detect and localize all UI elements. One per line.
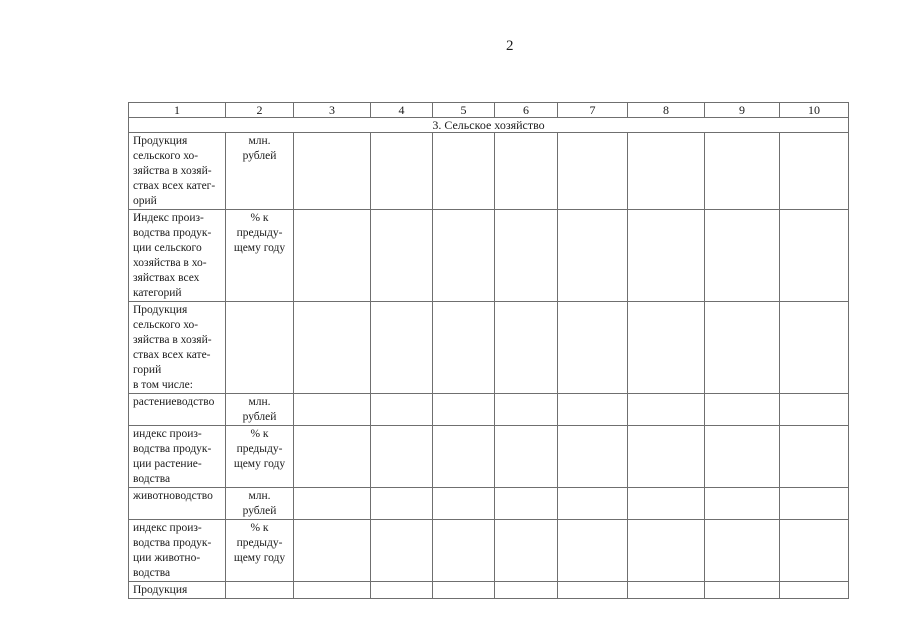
table-row xyxy=(129,133,849,210)
data-cell xyxy=(495,394,558,426)
section-title: 3. Сельское хозяйство xyxy=(129,118,849,133)
data-cell xyxy=(371,426,433,488)
data-cell xyxy=(558,426,628,488)
data-cell xyxy=(558,394,628,426)
data-cell xyxy=(371,582,433,599)
column-header: 2 xyxy=(226,103,294,118)
data-cell xyxy=(294,520,371,582)
row-unit: % к предыду- щему году xyxy=(226,520,294,582)
table-row xyxy=(129,426,849,488)
data-cell xyxy=(628,302,705,394)
data-cell xyxy=(780,520,849,582)
data-cell xyxy=(371,210,433,302)
data-cell xyxy=(371,520,433,582)
data-cell xyxy=(705,302,780,394)
table-row xyxy=(129,394,849,426)
data-cell xyxy=(558,133,628,210)
data-cell xyxy=(780,133,849,210)
table-row xyxy=(129,582,849,599)
row-unit: млн. рублей xyxy=(226,488,294,520)
table-row xyxy=(129,302,849,394)
data-cell xyxy=(628,210,705,302)
data-cell xyxy=(558,302,628,394)
row-unit: % к предыду- щему году xyxy=(226,210,294,302)
column-header: 9 xyxy=(705,103,780,118)
data-cell xyxy=(628,488,705,520)
table-row xyxy=(129,210,849,302)
column-number-row xyxy=(129,103,849,118)
row-name: животноводство xyxy=(129,488,226,520)
data-cell xyxy=(495,426,558,488)
row-name: Продукция xyxy=(129,582,226,599)
data-cell xyxy=(780,302,849,394)
column-header: 1 xyxy=(129,103,226,118)
data-table xyxy=(128,102,849,599)
data-cell xyxy=(705,488,780,520)
data-cell xyxy=(628,426,705,488)
row-name: растениеводство xyxy=(129,394,226,426)
data-cell xyxy=(628,133,705,210)
data-cell xyxy=(558,488,628,520)
column-header: 3 xyxy=(294,103,371,118)
column-header: 7 xyxy=(558,103,628,118)
data-cell xyxy=(433,426,495,488)
data-cell xyxy=(705,133,780,210)
data-cell xyxy=(433,210,495,302)
data-cell xyxy=(433,488,495,520)
row-unit: млн. рублей xyxy=(226,394,294,426)
row-name: Продукция сельского хо- зяйства в хозяй- ствах всех кате- горий в том числе: xyxy=(129,302,226,394)
column-header: 6 xyxy=(495,103,558,118)
data-cell xyxy=(780,394,849,426)
data-cell xyxy=(371,302,433,394)
row-name: индекс произ- водства продук- ции животно- водства xyxy=(129,520,226,582)
column-header: 5 xyxy=(433,103,495,118)
data-cell xyxy=(495,210,558,302)
row-unit xyxy=(226,582,294,599)
data-cell xyxy=(705,394,780,426)
data-cell xyxy=(495,582,558,599)
data-cell xyxy=(705,582,780,599)
data-cell xyxy=(705,426,780,488)
data-cell xyxy=(294,426,371,488)
row-unit: % к предыду- щему году xyxy=(226,426,294,488)
data-cell xyxy=(433,520,495,582)
data-cell xyxy=(628,520,705,582)
column-header: 4 xyxy=(371,103,433,118)
data-cell xyxy=(371,394,433,426)
data-cell xyxy=(495,133,558,210)
data-cell xyxy=(495,302,558,394)
column-header: 10 xyxy=(780,103,849,118)
data-cell xyxy=(705,520,780,582)
column-header: 8 xyxy=(628,103,705,118)
row-name: Индекс произ- водства продук- ции сельского хозяйства в хо- зяйствах всех категорий xyxy=(129,210,226,302)
data-cell xyxy=(558,210,628,302)
data-cell xyxy=(705,210,780,302)
data-cell xyxy=(780,582,849,599)
data-cell xyxy=(558,520,628,582)
data-cell xyxy=(294,582,371,599)
row-name: Продукция сельского хо- зяйства в хозяй- ствах всех катег- орий xyxy=(129,133,226,210)
data-cell xyxy=(780,210,849,302)
data-cell xyxy=(294,133,371,210)
data-cell xyxy=(495,520,558,582)
row-unit: млн. рублей xyxy=(226,133,294,210)
data-cell xyxy=(495,488,558,520)
row-unit xyxy=(226,302,294,394)
data-cell xyxy=(433,133,495,210)
data-cell xyxy=(628,582,705,599)
data-cell xyxy=(780,488,849,520)
data-cell xyxy=(433,582,495,599)
data-cell xyxy=(294,488,371,520)
data-cell xyxy=(294,210,371,302)
page-number: 2 xyxy=(506,38,514,54)
row-name: индекс произ- водства продук- ции растение- водства xyxy=(129,426,226,488)
table-row xyxy=(129,520,849,582)
data-cell xyxy=(371,133,433,210)
data-cell xyxy=(780,426,849,488)
data-cell xyxy=(558,582,628,599)
section-title-row xyxy=(129,118,849,133)
table-row xyxy=(129,488,849,520)
data-cell xyxy=(371,488,433,520)
data-cell xyxy=(433,394,495,426)
data-cell xyxy=(294,302,371,394)
data-cell xyxy=(433,302,495,394)
data-cell xyxy=(294,394,371,426)
data-cell xyxy=(628,394,705,426)
